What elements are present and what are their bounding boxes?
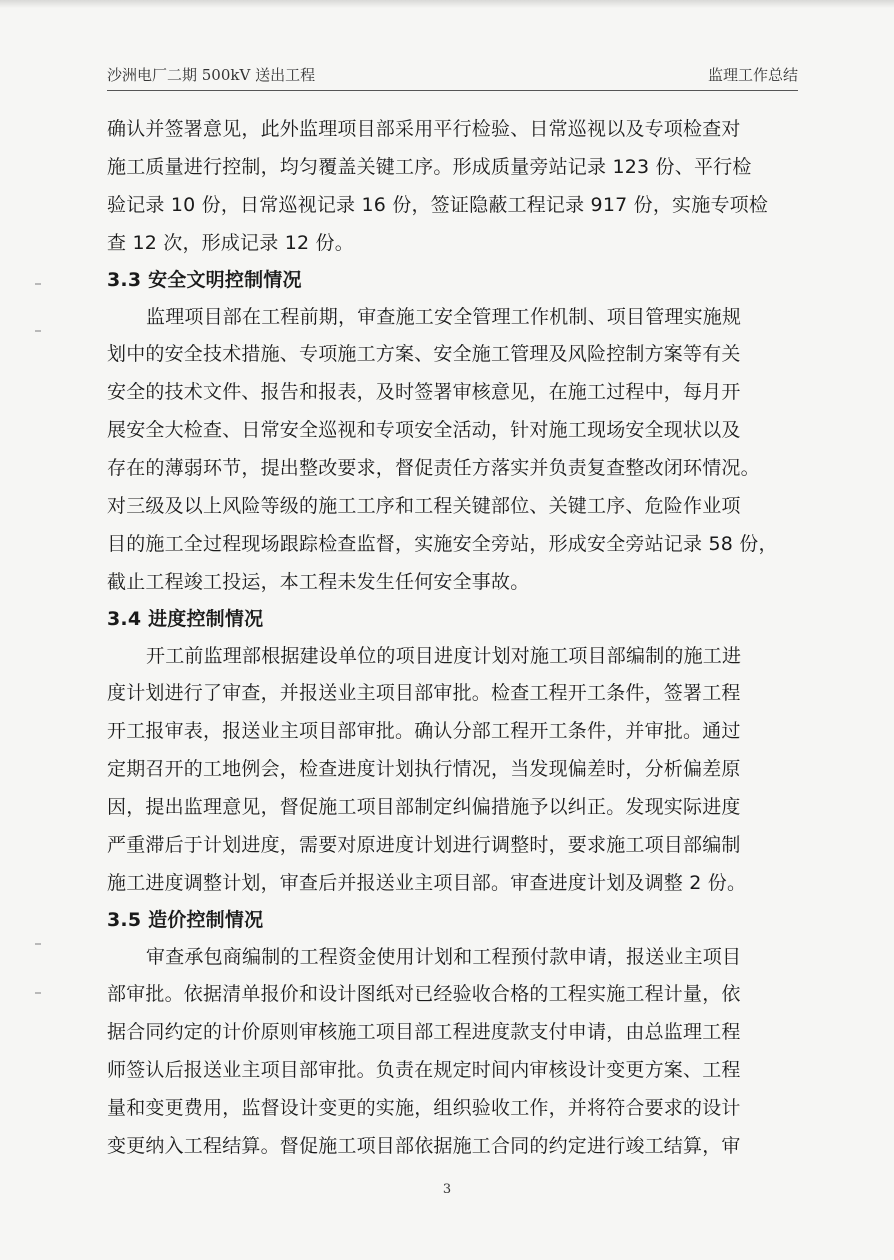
text-line: 截止工程竣工投运，本工程未发生任何安全事故。 xyxy=(107,571,530,593)
binding-hole-mark xyxy=(35,283,41,285)
text-line: 对三级及以上风险等级的施工工序和工程关键部位、关键工序、危险作业项 xyxy=(107,495,741,517)
section-heading-3-4: 3.4 进度控制情况 xyxy=(107,608,264,630)
text-line: 师签认后报送业主项目部审批。负责在规定时间内审核设计变更方案、工程 xyxy=(107,1059,741,1081)
page-number: 3 xyxy=(442,1182,452,1197)
binding-hole-mark xyxy=(35,992,41,994)
text-line: 变更纳入工程结算。督促施工项目部依据施工合同的约定进行竣工结算，审 xyxy=(107,1135,741,1157)
text-line: 度计划进行了审查，并报送业主项目部审批。检查工程开工条件，签署工程 xyxy=(107,682,741,704)
text-line: 定期召开的工地例会，检查进度计划执行情况，当发现偏差时，分析偏差原 xyxy=(107,758,741,780)
text-line: 查 12 次，形成记录 12 份。 xyxy=(107,232,354,254)
text-line: 部审批。依据清单报价和设计图纸对已经验收合格的工程实施工程计量，依 xyxy=(107,983,741,1005)
text-line: 确认并签署意见，此外监理项目部采用平行检验、日常巡视以及专项检查对 xyxy=(107,118,741,140)
text-line: 施工质量进行控制，均匀覆盖关键工序。形成质量旁站记录 123 份、平行检 xyxy=(107,156,752,178)
text-line: 量和变更费用，监督设计变更的实施，组织验收工作，并将符合要求的设计 xyxy=(107,1097,741,1119)
binding-hole-mark xyxy=(35,943,41,945)
header-rule xyxy=(107,90,798,91)
text-line: 施工进度调整计划，审查后并报送业主项目部。审查进度计划及调整 2 份。 xyxy=(107,872,747,894)
text-line: 划中的安全技术措施、专项施工方案、安全施工管理及风险控制方案等有关 xyxy=(107,343,741,365)
binding-hole-mark xyxy=(35,330,41,332)
scan-shadow xyxy=(0,0,894,8)
text-line: 展安全大检查、日常安全巡视和专项安全活动，针对施工现场安全现状以及 xyxy=(107,419,741,441)
header-section-title: 监理工作总结 xyxy=(707,66,798,84)
text-line: 开工报审表，报送业主项目部审批。确认分部工程开工条件，并审批。通过 xyxy=(107,720,741,742)
text-line: 验记录 10 份，日常巡视记录 16 份，签证隐蔽工程记录 917 份，实施专项检 xyxy=(107,194,769,216)
text-line: 开工前监理部根据建设单位的项目进度计划对施工项目部编制的施工进 xyxy=(146,645,742,667)
header-project-title: 沙洲电厂二期 500kV 送出工程 xyxy=(107,66,316,84)
text-line: 据合同约定的计价原则审核施工项目部工程进度款支付申请，由总监理工程 xyxy=(107,1021,741,1043)
text-line: 监理项目部在工程前期，审查施工安全管理工作机制、项目管理实施规 xyxy=(146,306,742,328)
text-line: 安全的技术文件、报告和报表，及时签署审核意见，在施工过程中，每月开 xyxy=(107,381,741,403)
text-line: 存在的薄弱环节，提出整改要求，督促责任方落实并负责复查整改闭环情况。 xyxy=(107,457,760,479)
text-line: 目的施工全过程现场跟踪检查监督，实施安全旁站，形成安全旁站记录 58 份， xyxy=(107,533,778,555)
text-line: 因，提出监理意见，督促施工项目部制定纠偏措施予以纠正。发现实际进度 xyxy=(107,796,741,818)
page-header xyxy=(107,60,798,86)
text-line: 严重滞后于计划进度，需要对原进度计划进行调整时，要求施工项目部编制 xyxy=(107,834,741,856)
text-line: 审查承包商编制的工程资金使用计划和工程预付款申请，报送业主项目 xyxy=(146,946,742,968)
section-heading-3-5: 3.5 造价控制情况 xyxy=(107,909,264,931)
section-heading-3-3: 3.3 安全文明控制情况 xyxy=(107,269,302,291)
